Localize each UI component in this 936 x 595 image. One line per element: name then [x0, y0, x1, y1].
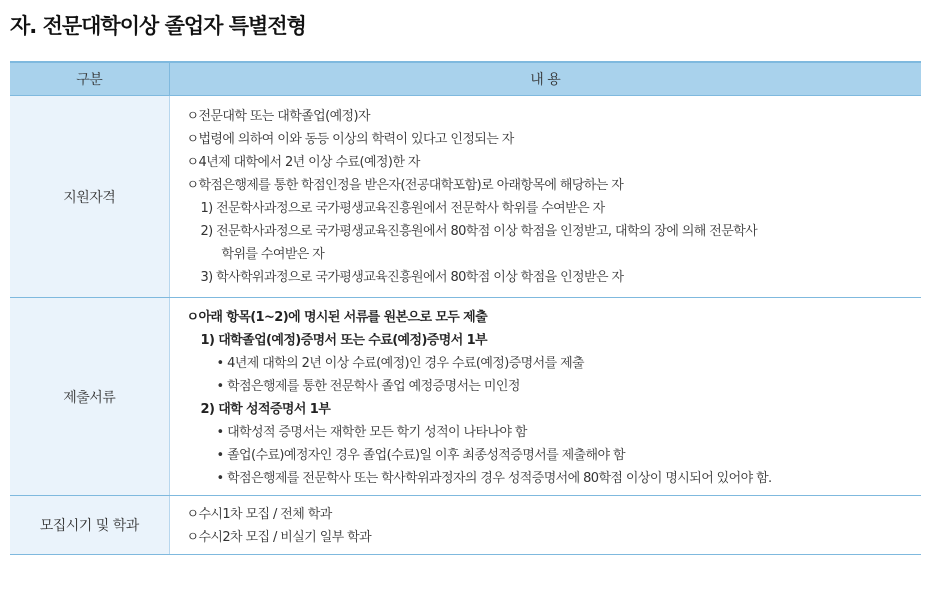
- sub-list-item-continued: 학위를 수여받은 자: [221, 247, 325, 262]
- row-content-schedule: [169, 496, 921, 555]
- bullet-item: • 4년제 대학의 2년 이상 수료(예정)인 경우 수료(예정)증명서를 제출: [216, 356, 585, 371]
- row-label-schedule: 모집시기 및 학과: [10, 496, 169, 555]
- row-content-documents: [169, 298, 921, 496]
- sub-list-item: 3) 학사학위과정으로 국가평생교육진흥원에서 80학점 이상 학점을 인정받은 자: [200, 270, 624, 285]
- bullet-item: • 졸업(수료)예정자인 경우 졸업(수료)일 이후 최종성적증명서를 제출해야 함: [216, 448, 625, 463]
- list-item: ㅇ아래 항목(1~2)에 명시된 서류를 원본으로 모두 제출: [186, 310, 488, 325]
- bullet-item: • 대학성적 증명서는 재학한 모든 학기 성적이 나타나야 함: [216, 425, 527, 440]
- section-title: 자. 전문대학이상 졸업자 특별전형: [10, 14, 306, 38]
- list-item: ㅇ학점은행제를 통한 학점인정을 받은자(전공대학포함)로 아래항목에 해당하는 자: [186, 178, 624, 193]
- row-eligibility: [10, 96, 921, 298]
- bullet-item: • 학점은행제를 통한 전문학사 졸업 예정증명서는 미인정: [216, 379, 520, 394]
- list-item: ㅇ법령에 의하여 이와 동등 이상의 학력이 있다고 인정되는 자: [186, 132, 514, 147]
- list-item: ㅇ수시1차 모집 / 전체 학과: [186, 507, 332, 522]
- header-category: 구분: [10, 62, 169, 96]
- list-item: ㅇ전문대학 또는 대학졸업(예정)자: [186, 109, 370, 124]
- sub-list-item: 1) 전문학사과정으로 국가평생교육진흥원에서 전문학사 학위를 수여받은 자: [200, 201, 605, 216]
- sub-list-item: 2) 전문학사과정으로 국가평생교육진흥원에서 80학점 이상 학점을 인정받고, 대학의 장에 의해 전문학사: [200, 224, 758, 239]
- admission-table: [10, 61, 921, 555]
- bullet-item: • 학점은행제를 전문학사 또는 학사학위과정자의 경우 성적증명서에 80학점 이상이 명시되어 있어야 함.: [216, 471, 772, 486]
- sub-heading: 2) 대학 성적증명서 1부: [200, 402, 331, 417]
- sub-heading: 1) 대학졸업(예정)증명서 또는 수료(예정)증명서 1부: [200, 333, 488, 348]
- list-item: ㅇ4년제 대학에서 2년 이상 수료(예정)한 자: [186, 155, 420, 170]
- row-label-eligibility: 지원자격: [10, 96, 169, 298]
- row-schedule: [10, 496, 921, 555]
- row-content-eligibility: [169, 96, 921, 298]
- list-item: ㅇ수시2차 모집 / 비실기 일부 학과: [186, 530, 372, 545]
- header-content: 내 용: [169, 62, 921, 96]
- row-documents: [10, 298, 921, 496]
- table-header-row: [10, 62, 921, 96]
- row-label-documents: 제출서류: [10, 298, 169, 496]
